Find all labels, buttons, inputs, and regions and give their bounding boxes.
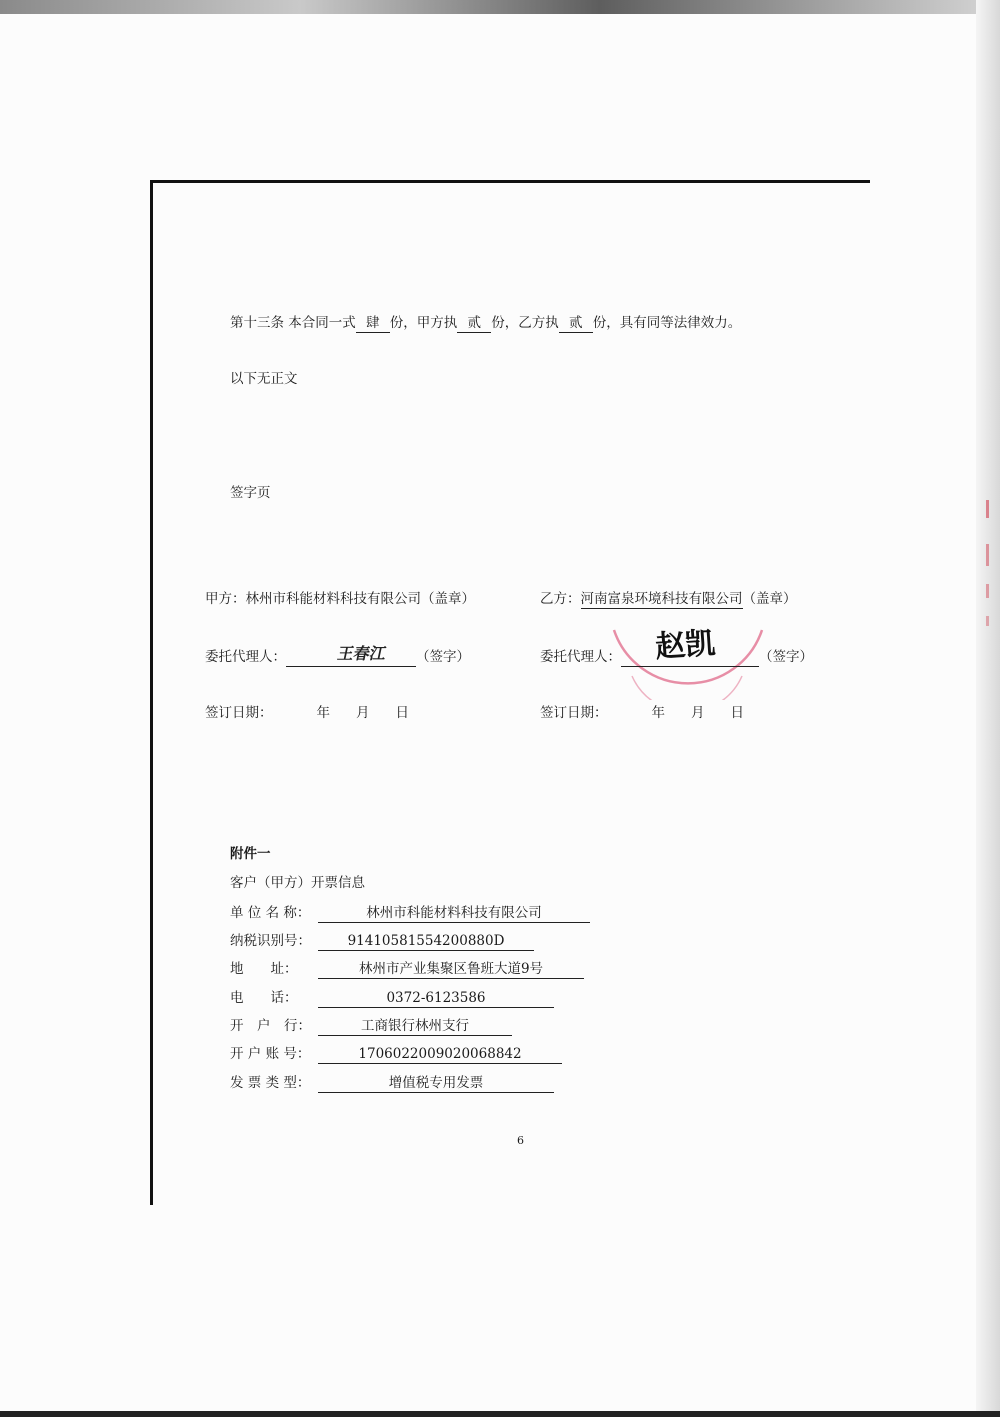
annex-value: 增值税专用发票 xyxy=(318,1074,554,1093)
page-frame-top xyxy=(150,180,870,183)
annex-row-tax-id: 纳税识别号： 91410581554200880D xyxy=(230,932,534,951)
party-a-date: 签订日期： 年 月 日 xyxy=(205,705,409,721)
annex-row-company: 单 位 名 称： 林州市科能材料科技有限公司 xyxy=(230,904,590,923)
scan-right-edge xyxy=(976,0,1000,1417)
page-number: 6 xyxy=(517,1134,524,1147)
annex-value: 1706022009020068842 xyxy=(318,1045,562,1064)
annex-value: 林州市产业集聚区鲁班大道9号 xyxy=(318,960,584,979)
annex-title: 附件一 xyxy=(230,846,271,862)
annex-value: 工商银行林州支行 xyxy=(318,1017,512,1036)
annex-row-phone: 电 话： 0372-6123586 xyxy=(230,989,554,1008)
party-b-name: 河南富泉环境科技有限公司 xyxy=(580,591,743,607)
annex-subtitle: 客户（甲方）开票信息 xyxy=(230,875,365,891)
annex-row-account: 开 户 账 号： 1706022009020068842 xyxy=(230,1045,562,1064)
no-more-text: 以下无正文 xyxy=(230,371,298,387)
annex-value: 林州市科能材料科技有限公司 xyxy=(318,904,590,923)
party-a-signature: 王春江 xyxy=(335,644,388,663)
copies-total: 肆 xyxy=(356,314,390,333)
party-b-agent: 委托代理人： （签字） xyxy=(540,649,813,665)
page-frame-left xyxy=(150,180,153,1205)
edge-stamp-mark xyxy=(985,500,991,640)
clause-13: 第十三条 本合同一式 肆 份，甲方执 贰 份，乙方执 贰 份，具有同等法律效力。 xyxy=(230,315,742,331)
party-a-line: 甲方：林州市科能材料科技有限公司（盖章） xyxy=(205,591,475,607)
party-a-name: 林州市科能材料科技有限公司 xyxy=(245,591,421,607)
annex-row-bank: 开 户 行： 工商银行林州支行 xyxy=(230,1017,512,1036)
party-b-signature: 赵凯 xyxy=(654,625,717,666)
copies-party-a: 贰 xyxy=(457,314,491,333)
signature-page-label: 签字页 xyxy=(230,485,271,501)
copies-party-b: 贰 xyxy=(559,314,593,333)
annex-value: 91410581554200880D xyxy=(318,932,534,951)
annex-row-address: 地 址： 林州市产业集聚区鲁班大道9号 xyxy=(230,960,584,979)
annex-value: 0372-6123586 xyxy=(318,989,554,1008)
party-b-date: 签订日期： 年 月 日 xyxy=(540,705,744,721)
scan-top-edge xyxy=(0,0,1000,14)
annex-row-invoice-type: 发 票 类 型： 增值税专用发票 xyxy=(230,1074,554,1093)
party-a-agent: 委托代理人： （签字） xyxy=(205,649,470,665)
party-b-line: 乙方：河南富泉环境科技有限公司（盖章） xyxy=(540,591,797,607)
scan-bottom-edge xyxy=(0,1411,1000,1417)
